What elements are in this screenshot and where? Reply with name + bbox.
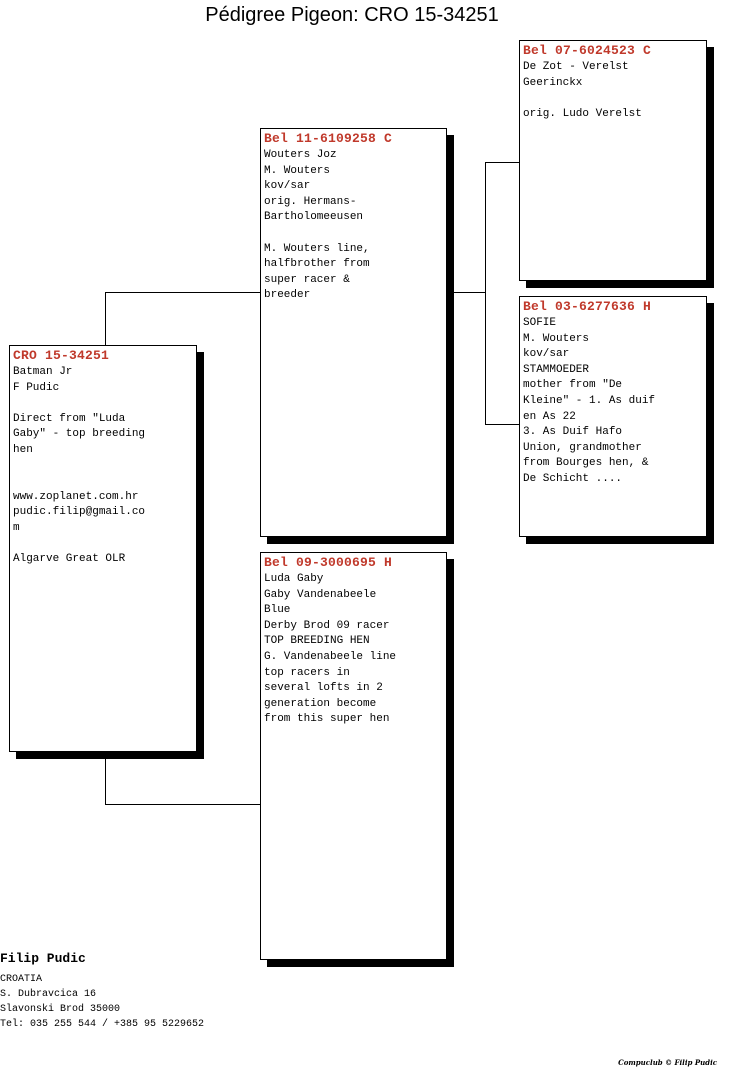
detail-line: several lofts in 2 xyxy=(264,682,383,695)
ring-number: CRO 15-34251 xyxy=(13,348,110,363)
pigeon-card-sire-sire xyxy=(519,40,707,281)
owner-phone: Tel: 035 255 544 / +385 95 5229652 xyxy=(0,1019,205,1030)
detail-line: Bartholomeeusen xyxy=(264,211,364,224)
detail-line: 3. As Duif Hafo xyxy=(523,426,623,439)
page-title: Pédigree Pigeon: CRO 15-34251 xyxy=(205,4,499,26)
detail-line: M. Wouters line, xyxy=(264,242,370,255)
detail-line: pudic.filip@gmail.co xyxy=(13,506,146,519)
detail-line: TOP BREEDING HEN xyxy=(264,635,370,648)
detail-line: De Zot - Verelst xyxy=(523,61,629,73)
detail-line: breeder xyxy=(264,289,311,302)
connector-to-sire-dam xyxy=(485,424,520,425)
detail-line: STAMMOEDER xyxy=(523,363,590,376)
detail-line xyxy=(523,91,703,107)
pigeon-details xyxy=(264,572,443,728)
detail-line: en As 22 xyxy=(523,410,576,423)
detail-line: mother from "De xyxy=(523,379,623,392)
detail-line: Blue xyxy=(264,604,291,617)
detail-line: halfbrother from xyxy=(264,258,370,271)
detail-line xyxy=(13,459,193,475)
ring-number: Bel 09-3000695 H xyxy=(264,555,393,570)
detail-line: Derby Brod 09 racer xyxy=(264,619,390,632)
detail-line: M. Wouters xyxy=(264,164,331,177)
pigeon-details xyxy=(13,365,193,568)
ring-number: Bel 03-6277636 H xyxy=(523,299,652,314)
detail-line: Algarve Great OLR xyxy=(13,553,126,566)
detail-line: generation become xyxy=(264,697,377,710)
detail-line: Geerinckx xyxy=(523,76,583,89)
detail-line: m xyxy=(13,521,20,534)
detail-line: top racers in xyxy=(264,666,350,679)
detail-line: De Schicht .... xyxy=(523,472,623,485)
pigeon-details xyxy=(264,148,443,304)
detail-line xyxy=(13,537,193,553)
detail-line: www.zoplanet.com.hr xyxy=(13,490,139,503)
owner-address xyxy=(0,972,204,1032)
ring-number: Bel 11-6109258 C xyxy=(264,131,393,146)
pigeon-card-dam xyxy=(260,552,447,960)
detail-line: Kleine" - 1. As duif xyxy=(523,394,656,407)
connector-sire-out xyxy=(447,292,485,293)
detail-line: orig. Ludo Verelst xyxy=(523,107,642,120)
detail-line: Luda Gaby xyxy=(264,573,324,585)
detail-line: orig. Hermans- xyxy=(264,195,357,208)
pigeon-card-subject xyxy=(9,345,197,752)
detail-line xyxy=(13,474,193,490)
detail-line: super racer & xyxy=(264,273,350,286)
detail-line: Gaby" - top breeding xyxy=(13,428,146,441)
owner-country: CROATIA xyxy=(0,974,43,985)
detail-line: SOFIE xyxy=(523,317,557,329)
detail-line: M. Wouters xyxy=(523,332,590,345)
detail-line: Gaby Vandenabeele xyxy=(264,588,377,601)
detail-line: G. Vandenabeele line xyxy=(264,650,397,663)
connector-to-dam xyxy=(105,804,261,805)
detail-line: F Pudic xyxy=(13,381,60,394)
detail-line: kov/sar xyxy=(523,348,570,361)
connector-to-sire-sire xyxy=(485,162,520,163)
footer-credit: Compuclub © Filip Pudic xyxy=(618,1058,717,1067)
owner-city: Slavonski Brod 35000 xyxy=(0,1004,121,1015)
detail-line: Direct from "Luda xyxy=(13,412,126,425)
connector-to-sire xyxy=(105,292,261,293)
detail-line xyxy=(264,226,443,242)
owner-street: S. Dubravcica 16 xyxy=(0,989,97,1000)
detail-line: hen xyxy=(13,443,33,456)
detail-line: Union, grandmother xyxy=(523,441,642,454)
pigeon-card-sire xyxy=(260,128,447,537)
detail-line: from this super hen xyxy=(264,713,390,726)
detail-line xyxy=(13,396,193,412)
owner-name: Filip Pudic xyxy=(0,951,86,966)
detail-line: from Bourges hen, & xyxy=(523,457,649,470)
connector-sire-vertical xyxy=(485,162,486,424)
detail-line: Wouters Joz xyxy=(264,149,337,161)
pigeon-details xyxy=(523,60,703,122)
pigeon-card-sire-dam xyxy=(519,296,707,537)
ring-number: Bel 07-6024523 C xyxy=(523,43,652,58)
pigeon-details xyxy=(523,316,703,488)
detail-line: kov/sar xyxy=(264,180,311,193)
detail-line: Batman Jr xyxy=(13,366,73,378)
